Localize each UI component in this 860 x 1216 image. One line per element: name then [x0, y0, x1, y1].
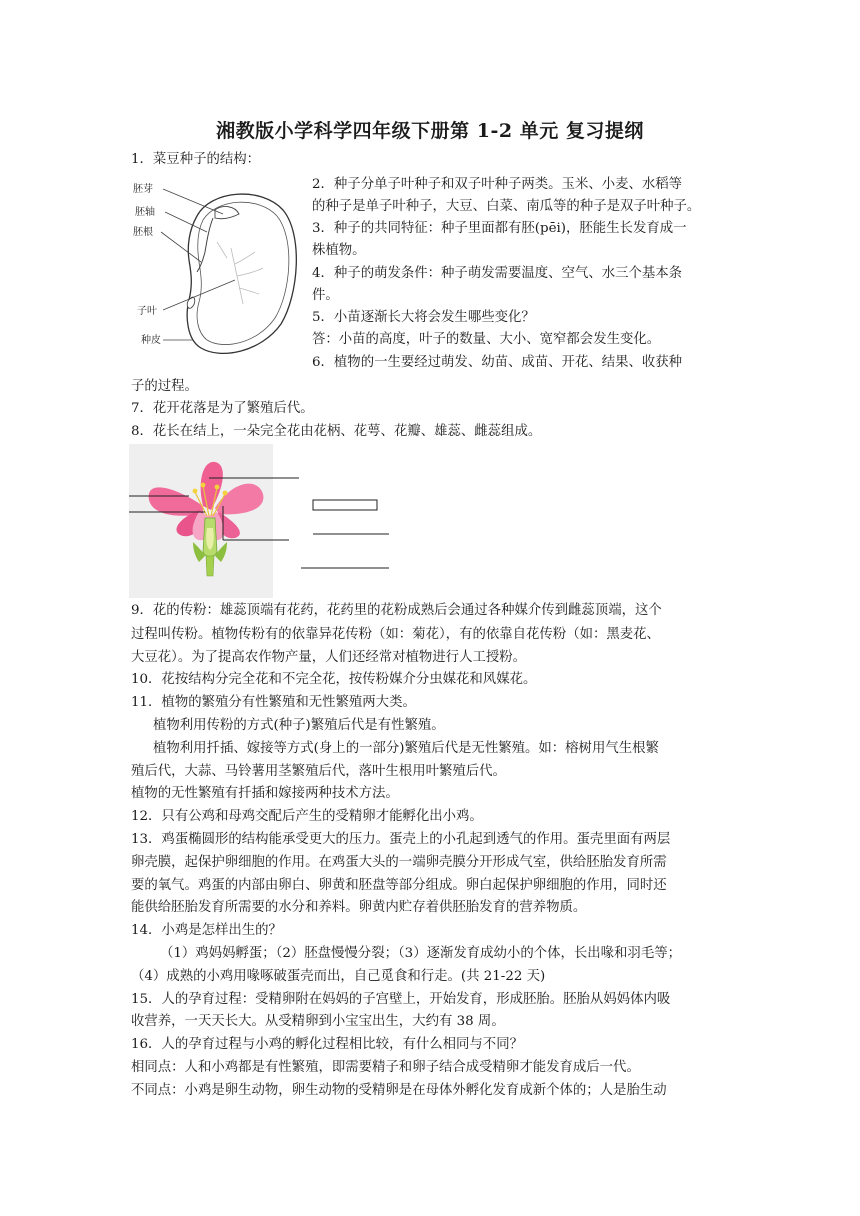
text-line: 要的氧气。鸡蛋的内部由卵白、卵黄和胚盘等部分组成。卵白起保护卵细胞的作用，同时还: [131, 878, 667, 893]
text-line: 8．花长在结上，一朵完全花由花柄、花萼、花瓣、雄蕊、雌蕊组成。: [131, 424, 542, 439]
text-line: 过程叫传粉。植物传粉有的依靠异花传粉（如：菊花），有的依靠自花传粉（如：黑麦花、: [131, 627, 660, 642]
text-line: 2．种子分单子叶种子和双子叶种子两类。玉米、小麦、水稻等: [312, 177, 683, 192]
text-line: 大豆花）。为了提高农作物产量，人们还经常对植物进行人工授粉。: [131, 650, 527, 665]
text-line: （4）成熟的小鸡用喙啄破蛋壳而出，自己觅食和行走。(共 21-22 天): [131, 969, 546, 984]
text-line: 答：小苗的高度，叶子的数量、大小、宽窄都会发生变化。: [312, 332, 661, 347]
text-line: 相同点：人和小鸡都是有性繁殖，即需要精子和卵子结合成受精卵才能发育成后一代。: [131, 1060, 640, 1075]
text-line: 收营养，一天天长大。从受精卵到小宝宝出生，大约有 38 周。: [131, 1014, 505, 1029]
text-line: 13．鸡蛋椭圆形的结构能承受更大的压力。蛋壳上的小孔起到透气的作用。蛋壳里面有两层: [131, 832, 671, 847]
text-line: 能供给胚胎发育所需要的水分和养料。卵黄内贮存着供胚胎发育的营养物质。: [131, 900, 587, 915]
text-line: 卵壳膜，起保护卵细胞的作用。在鸡蛋大头的一端卵壳膜分开形成气室，供给胚胎发育所需: [131, 855, 667, 870]
label-plumule: 胚芽: [133, 184, 153, 195]
text-line: 植物利用传粉的方式(种子)繁殖后代是有性繁殖。: [153, 718, 445, 733]
bean-seed-diagram: [131, 176, 311, 366]
label-radicle: 胚根: [133, 227, 153, 238]
text-line: 15．人的孕育过程：受精卵附在妈妈的子宫壁上，开始发育，形成胚胎。胚胎从妈妈体内吸: [131, 992, 671, 1007]
text-line: 株植物。: [312, 243, 366, 258]
text-line: 6．植物的一生要经过萌发、幼苗、成苗、开花、结果、收获种: [312, 355, 683, 370]
text-line: 植物的无性繁殖有扦插和嫁接两种技术方法。: [131, 786, 399, 801]
text-line: 14．小鸡是怎样出生的？: [131, 923, 282, 938]
label-seed-coat: 种皮: [141, 335, 161, 346]
text-line: （1）鸡妈妈孵蛋；（2）胚盘慢慢分裂；（3）逐渐发育成幼小的个体，长出喙和羽毛等；: [160, 946, 681, 961]
text-line: 3．种子的共同特征：种子里面都有胚(pēi)，胚能生长发育成一: [312, 221, 687, 236]
text-line: 子的过程。: [131, 379, 198, 394]
text-line: 的种子是单子叶种子，大豆、白菜、南瓜等的种子是双子叶种子。: [312, 199, 701, 214]
text-line: 1．菜豆种子的结构：: [131, 152, 261, 167]
label-hypocotyl: 胚轴: [135, 207, 155, 218]
text-line: 11．植物的繁殖分有性繁殖和无性繁殖两大类。: [131, 695, 416, 710]
text-line: 16．人的孕育过程与小鸡的孵化过程相比较，有什么相同与不同？: [131, 1037, 523, 1052]
text-line: 12．只有公鸡和母鸡交配后产生的受精卵才能孵化出小鸡。: [131, 809, 483, 824]
text-line: 件。: [312, 288, 339, 303]
text-line: 10．花按结构分完全花和不完全花，按传粉媒介分虫媒花和风媒花。: [131, 672, 537, 687]
text-line: 殖后代，大蒜、马铃薯用茎繁殖后代，落叶生根用叶繁殖后代。: [131, 764, 506, 779]
text-line: 不同点：小鸡是卵生动物，卵生动物的受精卵是在母体外孵化发育成新个体的；人是胎生动: [131, 1083, 667, 1098]
text-line: 5．小苗逐渐长大将会发生哪些变化？: [312, 310, 535, 325]
text-line: 植物利用扦插、嫁接等方式(身上的一部分)繁殖后代是无性繁殖。如：榕树用气生根繁: [153, 741, 659, 756]
page-title: 湘教版小学科学四年级下册第 1-2 单元 复习提纲: [216, 120, 644, 142]
text-line: 4．种子的萌发条件：种子萌发需要温度、空气、水三个基本条: [312, 266, 683, 281]
flower-structure-diagram: [129, 444, 399, 598]
label-cotyledon: 子叶: [137, 306, 157, 317]
text-line: 9．花的传粉：雄蕊顶端有花药，花药里的花粉成熟后会通过各种媒介传到雌蕊顶端，这个: [131, 603, 662, 618]
text-line: 7．花开花落是为了繁殖后代。: [131, 401, 314, 416]
